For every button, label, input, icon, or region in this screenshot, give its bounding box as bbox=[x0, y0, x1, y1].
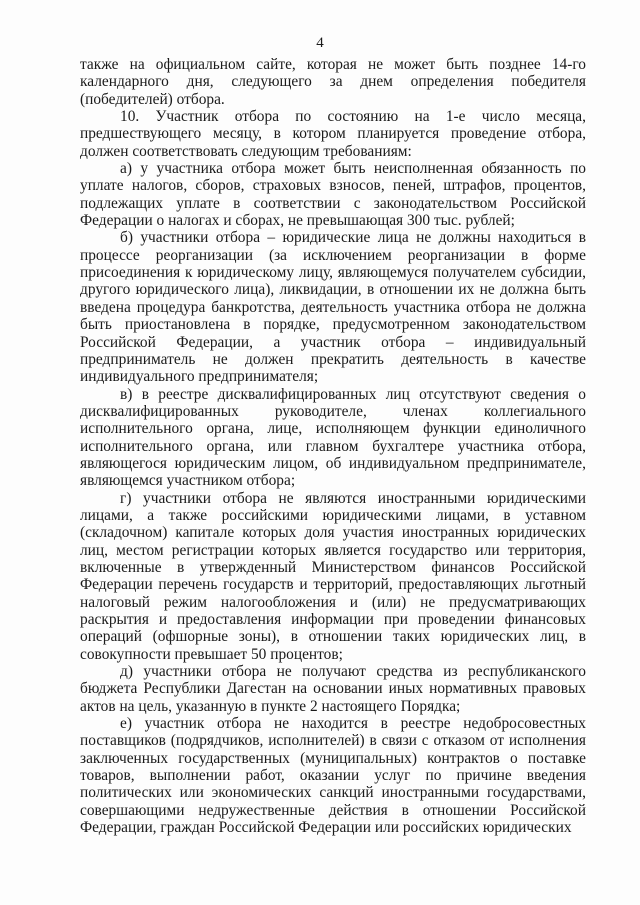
paragraph-item-b: б) участники отбора – юридические лица не должны находиться в процессе реорганизации (за исключением реорганизации в форме присоединения к юридическому лицу, являющемуся получателем субсидии, другого юридического лица), ликвидации, в отношении их не должна быть введена процедура банкротства, деятельность участника отбора не должна быть приостановлена в порядке, предусмотренном законодательством Российской Федерации, а участник отбора – индивидуальный предприниматель не должен прекратить деятельность в качестве индивидуального предпринимателя; bbox=[80, 229, 586, 386]
paragraph-continuation: также на официальном сайте, которая не может быть позднее 14-го календарного дня, следующего за днем определения победителя (победителей) отбора. bbox=[80, 56, 586, 108]
paragraph-item-v: в) в реестре дисквалифицированных лиц отсутствуют сведения о дисквалифицированных руководителе, членах коллегиального исполнительного органа, лице, исполняющем функции единоличного исполнительного органа, или главном бухгалтере участника отбора, являющегося юридическим лицом, об индивидуальном предпринимателе, являющемся участником отбора; bbox=[80, 385, 586, 490]
paragraph-item-g: г) участники отбора не являются иностранными юридическими лицами, а также российскими юридическими лицами, в уставном (складочном) капитале которых доля участия иностранных юридических лиц, местом регистрации которых является государство или территория, включенные в утвержденный Министерством финансов Российской Федерации перечень государств и территорий, предоставляющих льготный налоговый режим налогообложения и (или) не предусматривающих раскрытия и предоставления информации при проведении финансовых операций (офшорные зоны), в отношении таких юридических лиц, в совокупности превышает 50 процентов; bbox=[80, 489, 586, 663]
paragraph-item-a: а) у участника отбора может быть неисполненная обязанность по уплате налогов, сборов, страховых взносов, пеней, штрафов, процентов, подлежащих уплате в соответствии с законодательством Российской Федерации о налогах и сборах, не превышающая 300 тыс. рублей; bbox=[80, 160, 586, 230]
document-body bbox=[80, 56, 586, 836]
paragraph-item-d: д) участники отбора не получают средства из республиканского бюджета Республики Дагестан на основании иных нормативных правовых актов на цель, указанную в пункте 2 настоящего Порядка; bbox=[80, 663, 586, 715]
page-number: 4 bbox=[316, 35, 324, 51]
paragraph-clause-10: 10. Участник отбора по состоянию на 1-е число месяца, предшествующего месяцу, в котором планируется проведение отбора, должен соответствовать следующим требованиям: bbox=[80, 108, 586, 160]
paragraph-item-e: е) участник отбора не находится в реестре недобросовестных поставщиков (подрядчиков, исполнителей) в связи с отказом от исполнения заключенных государственных (муниципальных) контрактов о поставке товаров, выполнении работ, оказании услуг по причине введения политических или экономических санкций иностранными государствами, совершающими недружественные действия в отношении Российской Федерации, граждан Российской Федерации или российских юридических bbox=[80, 715, 586, 837]
